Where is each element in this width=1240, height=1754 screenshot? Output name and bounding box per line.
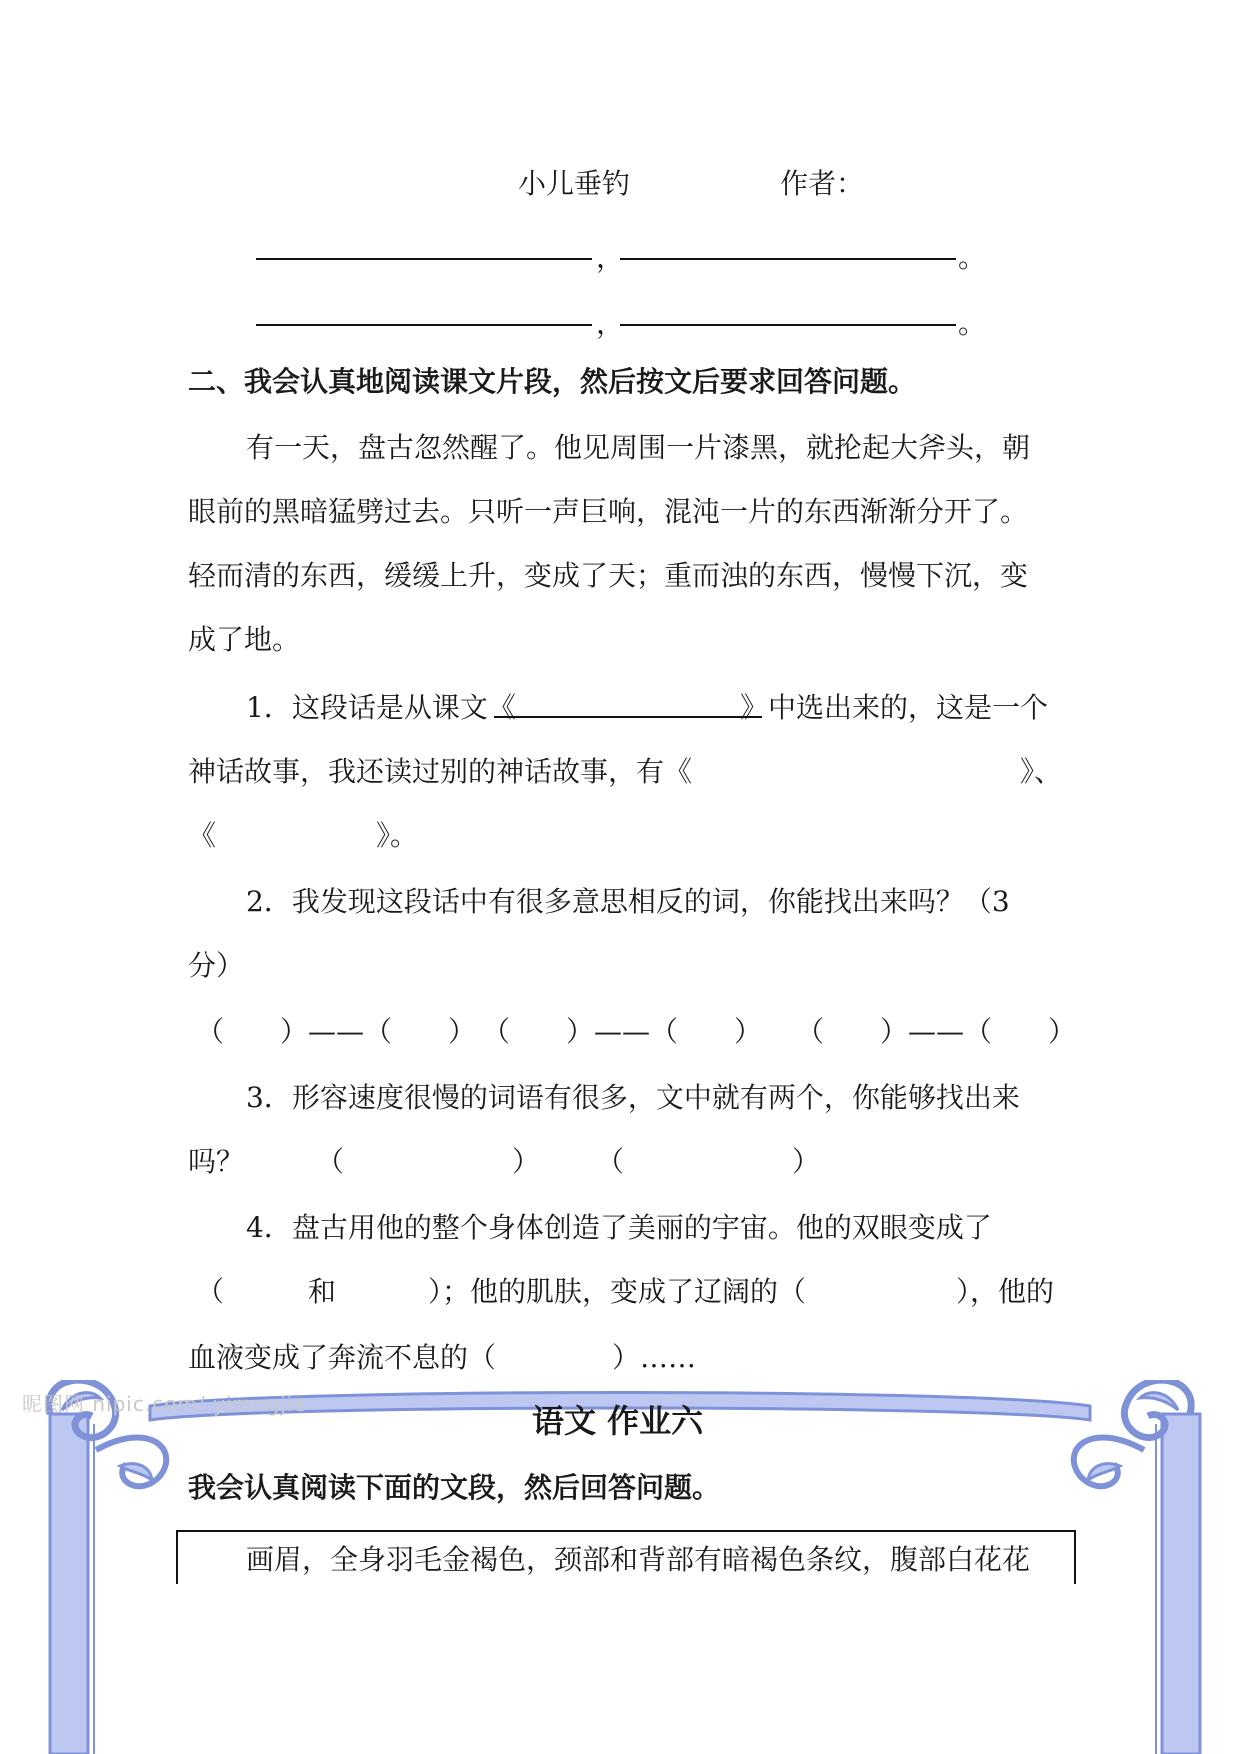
q3-answer-blank[interactable]: （ ） [316,1145,541,1178]
section2-heading: 二、我会认真地阅读课文片段，然后按文后要求回答问题。 [188,365,917,398]
q4-line3-end: ）…… [612,1341,697,1374]
q4-line2-open: （ [196,1275,225,1308]
q2-antonym-pair[interactable]: （ ）——（ ） [796,1015,1077,1048]
q1-line2-start: 神话故事，我还读过别的神话故事，有《 [188,755,693,788]
homework6-title: 语文 作业六 [532,1402,704,1440]
q1-line1-end: 》中选出来的，这是一个 [740,691,1049,724]
poem-blank-line[interactable] [256,324,592,326]
q3-line1: 3．形容速度很慢的词语有很多，文中就有两个，你能够找出来 [246,1081,1020,1114]
q2-line1: 2．我发现这段话中有很多意思相反的词，你能找出来吗？（3 [246,885,1010,918]
q3-line2-start: 吗？ [188,1145,245,1178]
q4-line1: 4．盘古用他的整个身体创造了美丽的宇宙。他的双眼变成了 [246,1211,992,1244]
homework6-passage-line: 画眉，全身羽毛金褐色，颈部和背部有暗褐色条纹，腹部白花花 [246,1543,1031,1576]
poem-title: 小儿垂钓 [518,167,631,200]
q4-line2-and: 和 [308,1275,337,1308]
q3-answer-blank[interactable]: （ ） [596,1145,821,1178]
passage-line: 成了地。 [188,623,301,656]
q4-line2-middle: ）；他的肌肤，变成了辽阔的（ [428,1275,807,1308]
q1-line3-end: 》。 [376,819,419,852]
poem-author-label: 作者： [780,167,865,200]
poem-blank-line[interactable] [620,258,956,260]
q2-antonym-pair[interactable]: （ ）——（ ） [196,1015,477,1048]
poem-comma: ， [596,307,625,340]
q1-line2-end: 》、 [1020,755,1063,788]
watermark: 昵图网 nipic.com/ yimngjie [22,1392,307,1416]
q2-antonym-pair[interactable]: （ ）——（ ） [482,1015,763,1048]
q1-title-blank[interactable] [494,716,762,718]
passage-line: 有一天，盘古忽然醒了。他见周围一片漆黑，就抡起大斧头，朝 [246,431,1031,464]
q4-line3-start: 血液变成了奔流不息的（ [188,1341,497,1374]
q1-line1-start: 1．这段话是从课文《 [246,691,516,724]
q2-line2: 分） [188,949,245,982]
poem-blank-line[interactable] [620,324,956,326]
passage-line: 眼前的黑暗猛劈过去。只听一声巨响，混沌一片的东西渐渐分开了。 [188,495,1029,528]
q1-line3-start: 《 [188,819,217,852]
poem-blank-line[interactable] [256,258,592,260]
poem-period: 。 [958,307,987,340]
poem-period: 。 [958,241,987,274]
homework6-heading: 我会认真阅读下面的文段，然后回答问题。 [188,1471,721,1504]
passage-line: 轻而清的东西，缓缓上升，变成了天；重而浊的东西，慢慢下沉，变 [188,559,1029,592]
poem-comma: ， [596,241,625,274]
q4-line2-end: ），他的 [956,1275,1055,1308]
